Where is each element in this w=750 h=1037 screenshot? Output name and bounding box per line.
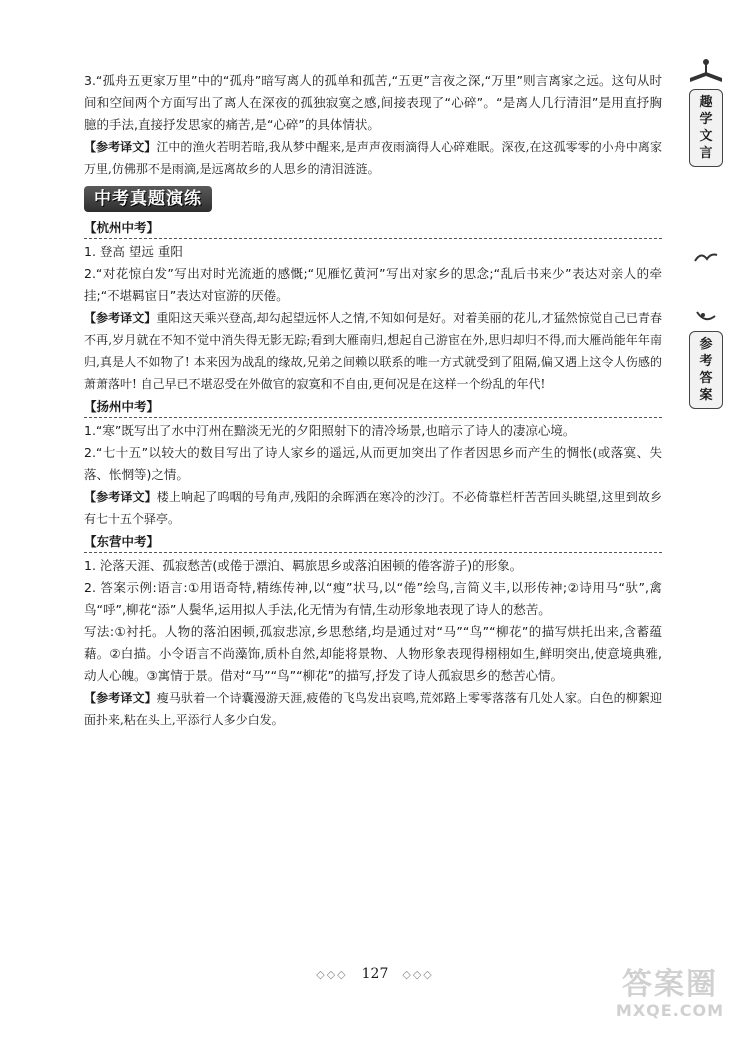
section-title: 中考真题演练 [84,186,212,212]
yangzhou-item-2: 2.“七十五”以较大的数目写出了诗人家乡的遥远,从而更加突出了作者因思乡而产生的惆怅(或落寞、失落、怅惘等)之情。 [84,445,662,482]
dongying-item-2: 2. 答案示例:语言:①用语奇特,精练传神,以“瘦”状马,以“倦”绘鸟,言简义丰,以形传神;②诗用马“驮”,禽鸟“呼”,柳花“添”人鬓华,运用拟人手法,化无情为有情,生动形象地表现了诗人的愁苦。 [84,580,662,617]
ornament-right: ◇◇◇ [402,968,434,981]
badge-fun-classical-chinese: 趣 学 文 言 [689,89,723,167]
yangzhou-item-1: 1.“寒”既写出了水中汀州在黯淡无光的夕阳照射下的清冷场景,也暗示了诗人的凄凉心境。 [84,423,576,438]
reference-text: 瘦马驮着一个诗囊漫游天涯,疲倦的飞鸟发出哀鸣,荒郊路上零零落落有几处人家。白色的柳絮迎面扑来,粘在头上,平添行人多少白发。 [84,691,662,727]
bird-icon [684,247,728,272]
page-content [84,70,662,731]
watermark: 答案圈 MXQE.COM [615,967,725,1020]
hangzhou-heading: 【杭州中考】 [84,218,662,239]
reference-label: 【参考译文】 [84,691,157,705]
hangzhou-item-1: 1. 登高 望远 重阳 [84,244,183,259]
hangzhou-item-2: 2.“对花惊白发”写出对时光流逝的感慨;“见雁忆黄河”写出对家乡的思念;“乱后书来少”表达对亲人的牵挂;“不堪羁宦日”表达对宦游的厌倦。 [84,266,662,303]
reference-label: 【参考译文】 [84,311,157,325]
reference-text: 楼上响起了呜咽的号角声,残阳的余晖洒在寒冷的沙汀。不必倚靠栏杆苦苦回头眺望,这里到故乡有七十五个驿亭。 [84,490,662,526]
reference-text: 江中的渔火若明若暗,我从梦中醒来,是声声夜雨滴得人心碎难眠。深夜,在这孤零零的小舟中离家万里,仿佛那不是雨滴,是远离故乡的人思乡的清泪涟涟。 [84,140,662,176]
yangzhou-reference-translation [84,486,662,530]
badge-reference-answers: 参 考 答 案 [689,331,723,409]
dongying-item-1: 1. 沦落天涯、孤寂愁苦(或倦于漂泊、羁旅思乡或落泊困顿的倦客游子)的形象。 [84,558,523,573]
intro-reference-translation [84,136,662,180]
page-number: 127 [361,966,389,982]
bird-icon [684,306,728,331]
dongying-heading: 【东营中考】 [84,532,662,553]
dongying-reference-translation [84,687,662,731]
reference-label: 【参考译文】 [84,140,157,154]
reference-text: 重阳这天乘兴登高,却勾起望远怀人之情,不知如何是好。对着美丽的花儿,才猛然惊觉自己已青春不再,岁月就在不知不觉中消失得无影无踪;看到大雁南归,想起自己游宦在外,思归却归不得,而大雁尚能年年南归,真是人不如物了! 本来因为战乱的缘故,兄弟之间赖以联系的唯一方式就受到了阻隔,偏又遇上这令人伤感的萧萧落叶! 自己早已不堪忍受在外做官的寂寞和不自由,更何况是在这样一个纷乱的年代! [84,311,662,391]
reference-label: 【参考译文】 [84,490,157,504]
hangzhou-reference-translation [84,307,662,395]
ornament-left: ◇◇◇ [316,968,348,981]
yangzhou-heading: 【扬州中考】 [84,397,662,418]
book-icon [684,58,728,89]
dongying-item-3: 写法:①衬托。人物的落泊困顿,孤寂悲凉,乡思愁绪,均是通过对“马”“鸟”“柳花”的描写烘托出来,含蓄蕴藉。②白描。小令语言不尚藻饰,质朴自然,却能将景物、人物形象表现得栩栩如生,鲜明突出,使意境典雅,动人心魄。③寓情于景。借对“马”“鸟”“柳花”的描写,抒发了诗人孤寂思乡的愁苦心情。 [84,624,662,683]
sidebar [684,58,728,409]
intro-item-3: 3.“孤舟五更家万里”中的“孤舟”暗写离人的孤单和孤苦,“五更”言夜之深,“万里”则言离家之远。这句从时间和空间两个方面写出了离人在深夜的孤独寂寞之感,间接表现了“心碎”。“是离人几行清泪”是用直抒胸臆的手法,直接抒发思家的痛苦,是“心碎”的具体情状。 [84,73,662,132]
